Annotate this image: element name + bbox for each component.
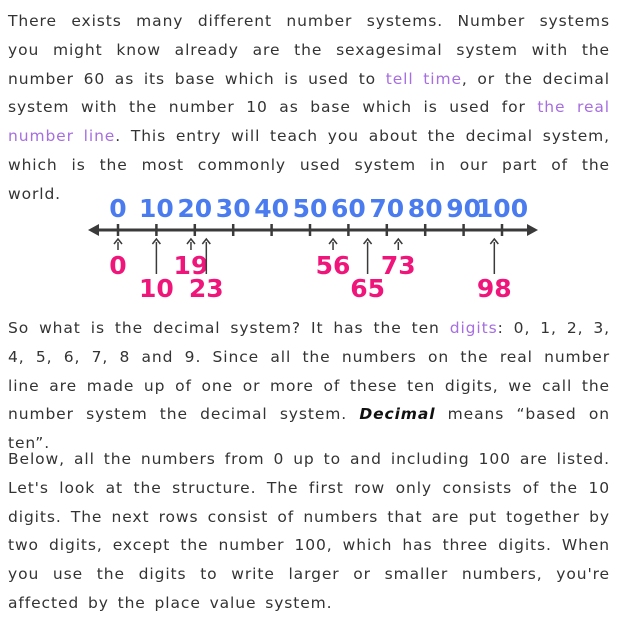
marked-label-23: 23: [188, 274, 224, 303]
scale-label-20: 20: [177, 194, 213, 223]
scale-label-40: 40: [254, 194, 289, 223]
intro-text-3: . This entry will teach you about the decimal system, which is the most commonly used system in our part of the world.: [8, 127, 611, 203]
marked-label-98: 98: [476, 274, 512, 303]
marked-label-0: 0: [109, 251, 127, 280]
structure-text-1: Below, all the numbers from 0 up to and including 100 are listed. Let's look at the structure. The first row only consists of the 10 digits. The next rows consist of numbers that are put together by two digits, except the number 100, which has three digits. When you use the digits to write larger or smaller numbers, you're affected by the place value system.: [8, 450, 610, 612]
decimal-text-1: So what is the decimal system? It has the ten: [8, 319, 450, 337]
structure-paragraph: [8, 445, 610, 618]
decimal-paragraph: [8, 314, 610, 458]
scale-label-70: 70: [369, 194, 405, 223]
intro-text-2: , or the decimal system with the number 10 as base which is used for: [8, 69, 610, 117]
scale-labels: [109, 194, 528, 223]
scale-label-50: 50: [292, 194, 328, 223]
marked-label-73: 73: [380, 251, 416, 280]
arrow-right-icon: [527, 224, 538, 236]
decimal-text-3: means “based on ten”.: [8, 405, 610, 453]
intro-paragraph: [8, 7, 610, 209]
scale-label-10: 10: [139, 194, 174, 223]
digits-link[interactable]: digits: [449, 319, 498, 337]
scale-label-30: 30: [215, 194, 251, 223]
tell-time-link[interactable]: tell time: [385, 69, 462, 88]
scale-label-80: 80: [407, 194, 443, 223]
decimal-emphasis: Decimal: [359, 405, 436, 424]
scale-label-100: 100: [475, 194, 529, 223]
marked-label-19: 19: [173, 251, 209, 280]
number-line-figure: [0, 188, 620, 313]
intro-text-1: There exists many different number systems. Number systems you might know already are the sexagesimal system with the number 60 as its base which is used to: [8, 12, 610, 88]
marked-values: [109, 239, 511, 303]
marked-label-65: 65: [350, 274, 385, 303]
scale-label-0: 0: [109, 194, 127, 223]
arrow-left-icon: [88, 224, 99, 236]
decimal-text-2: : 0, 1, 2, 3, 4, 5, 6, 7, 8 and 9. Since all the numbers on the real number line are made up of one or more of these ten digits, we call the number system the decimal system.: [8, 319, 610, 424]
scale-label-60: 60: [331, 194, 366, 223]
marked-label-56: 56: [315, 251, 351, 280]
scale-label-90: 90: [446, 194, 481, 223]
real-number-line-link[interactable]: the real number line: [8, 98, 611, 146]
marked-label-10: 10: [139, 274, 174, 303]
